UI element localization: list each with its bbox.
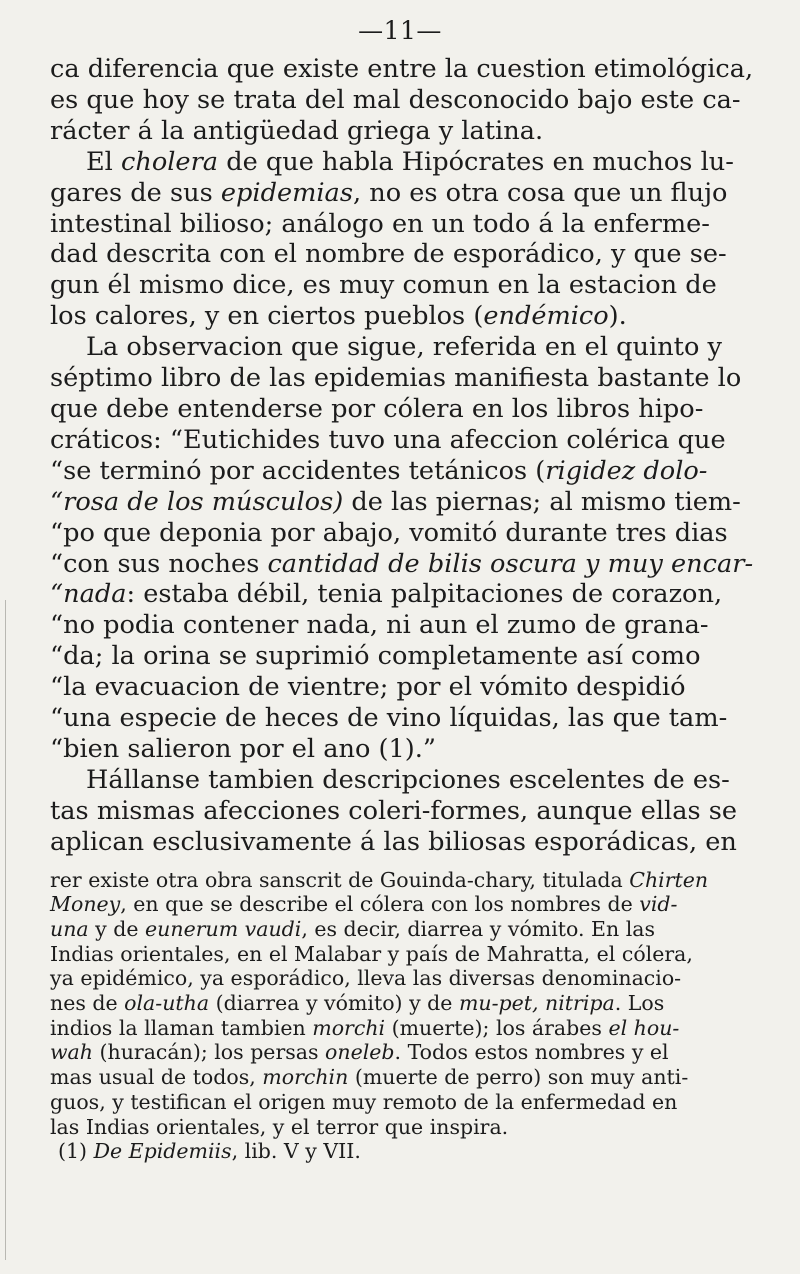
italic-term: eunerum vaudi <box>145 916 302 941</box>
text-line: aplican esclusivamente á las biliosas esporádicas, en <box>50 826 737 857</box>
text-line: “nada: estaba débil, tenia palpitaciones de corazon, <box>50 579 723 610</box>
italic-term: oneleb <box>325 1040 395 1065</box>
footnote-line: las Indias orientales, y el terror que inspira. <box>50 1114 509 1139</box>
footnote-line: guos, y testifican el origen muy remoto de la enfermedad en <box>50 1089 678 1114</box>
italic-term: epidemias <box>220 177 353 208</box>
main-text <box>50 54 766 858</box>
italic-term: cantidad de bilis oscura y muy encar- <box>267 548 754 579</box>
text-line: rácter á la antigüedad griega y latina. <box>50 115 544 146</box>
italic-term: cholera <box>121 146 219 177</box>
text-line: intestinal bilioso; análogo en un todo á la enferme- <box>50 208 710 239</box>
italic-term: rigidez dolo- <box>545 455 708 486</box>
text-line: dad descrita con el nombre de esporádico, y que se- <box>50 239 727 270</box>
footnote-line: wah (huracán); los persas oneleb. Todos estos nombres y el <box>50 1040 669 1065</box>
text-line: Hállanse tambien descripciones escelentes de es- <box>86 764 730 795</box>
text-line: ca diferencia que existe entre la cuestion etimológica, <box>50 54 754 84</box>
footnote-line: mas usual de todos, morchin (muerte de perro) son muy anti- <box>50 1065 689 1090</box>
footnotes <box>50 868 766 1164</box>
footnote-line: rer existe otra obra sanscrit de Gouinda-chary, titulada Chirten <box>50 867 709 892</box>
text-line: “se terminó por accidentes tetánicos (rigidez dolo- <box>50 455 708 486</box>
footnote-line: (1) De Epidemiis, lib. V y VII. <box>58 1139 361 1164</box>
footnote-line: ya epidémico, ya esporádico, lleva las diversas denominacio- <box>50 966 682 991</box>
italic-term: De Epidemiis <box>93 1139 232 1164</box>
text-line: “da; la orina se suprimió completamente así como <box>50 641 701 672</box>
italic-term: una <box>50 916 89 941</box>
italic-term: “rosa de los músculos) <box>50 486 344 517</box>
text-line: “bien salieron por el ano (1).” <box>50 733 436 764</box>
text-line: “no podia contener nada, ni aun el zumo de grana- <box>50 610 709 641</box>
footnote-line: una y de eunerum vaudi, es decir, diarrea y vómito. En las <box>50 916 656 941</box>
footnote-line: indios la llaman tambien morchi (muerte); los árabes el hou- <box>50 1015 680 1040</box>
italic-term: Chirten <box>629 867 709 892</box>
text-line: “po que deponia por abajo, vomitó durante tres dias <box>50 517 728 548</box>
text-line: gun él mismo dice, es muy comun en la estacion de <box>50 270 717 301</box>
text-line: gares de sus epidemias, no es otra cosa que un flujo <box>50 177 728 208</box>
italic-term: morchi <box>312 1015 386 1040</box>
italic-term: Money <box>50 892 121 917</box>
text-line: El cholera de que habla Hipócrates en muchos lu- <box>86 146 734 177</box>
page-number: —11— <box>358 16 442 45</box>
italic-term: morchin <box>262 1065 349 1090</box>
text-line: cráticos: “Eutichides tuvo una afeccion colérica que <box>50 424 726 455</box>
italic-term: wah <box>50 1040 93 1065</box>
text-line: “una especie de heces de vino líquidas, las que tam- <box>50 703 728 734</box>
text-line: “con sus noches cantidad de bilis oscura y muy encar- <box>50 548 754 579</box>
text-line: La observacion que sigue, referida en el quinto y <box>86 332 722 363</box>
text-line: séptimo libro de las epidemias manifiesta bastante lo <box>50 363 742 394</box>
italic-term: “nada <box>50 579 127 610</box>
text-line: es que hoy se trata del mal desconocido bajo este ca- <box>50 84 741 115</box>
footnote-line: Indias orientales, en el Malabar y país de Mahratta, el cólera, <box>50 941 693 966</box>
text-line: los calores, y en ciertos pueblos (endémico). <box>50 301 627 332</box>
italic-term: ola-utha <box>124 991 210 1016</box>
italic-term: vid- <box>639 892 678 917</box>
text-line: tas mismas afecciones coleri-formes, aunque ellas se <box>50 795 738 826</box>
footnote-line: Money, en que se describe el cólera con los nombres de vid- <box>50 892 678 917</box>
footnote-line: nes de ola-utha (diarrea y vómito) y de mu-pet, nitripa. Los <box>50 991 665 1016</box>
italic-term: mu-pet, nitripa <box>458 991 615 1016</box>
text-line: “rosa de los músculos) de las piernas; al mismo tiem- <box>50 486 741 517</box>
text-line: “la evacuacion de vientre; por el vómito despidió <box>50 672 686 703</box>
italic-term: endémico <box>483 301 609 332</box>
page-edge-rule <box>5 600 6 1260</box>
italic-term: el hou- <box>608 1015 680 1040</box>
text-line: que debe entenderse por cólera en los libros hipo- <box>50 393 704 424</box>
